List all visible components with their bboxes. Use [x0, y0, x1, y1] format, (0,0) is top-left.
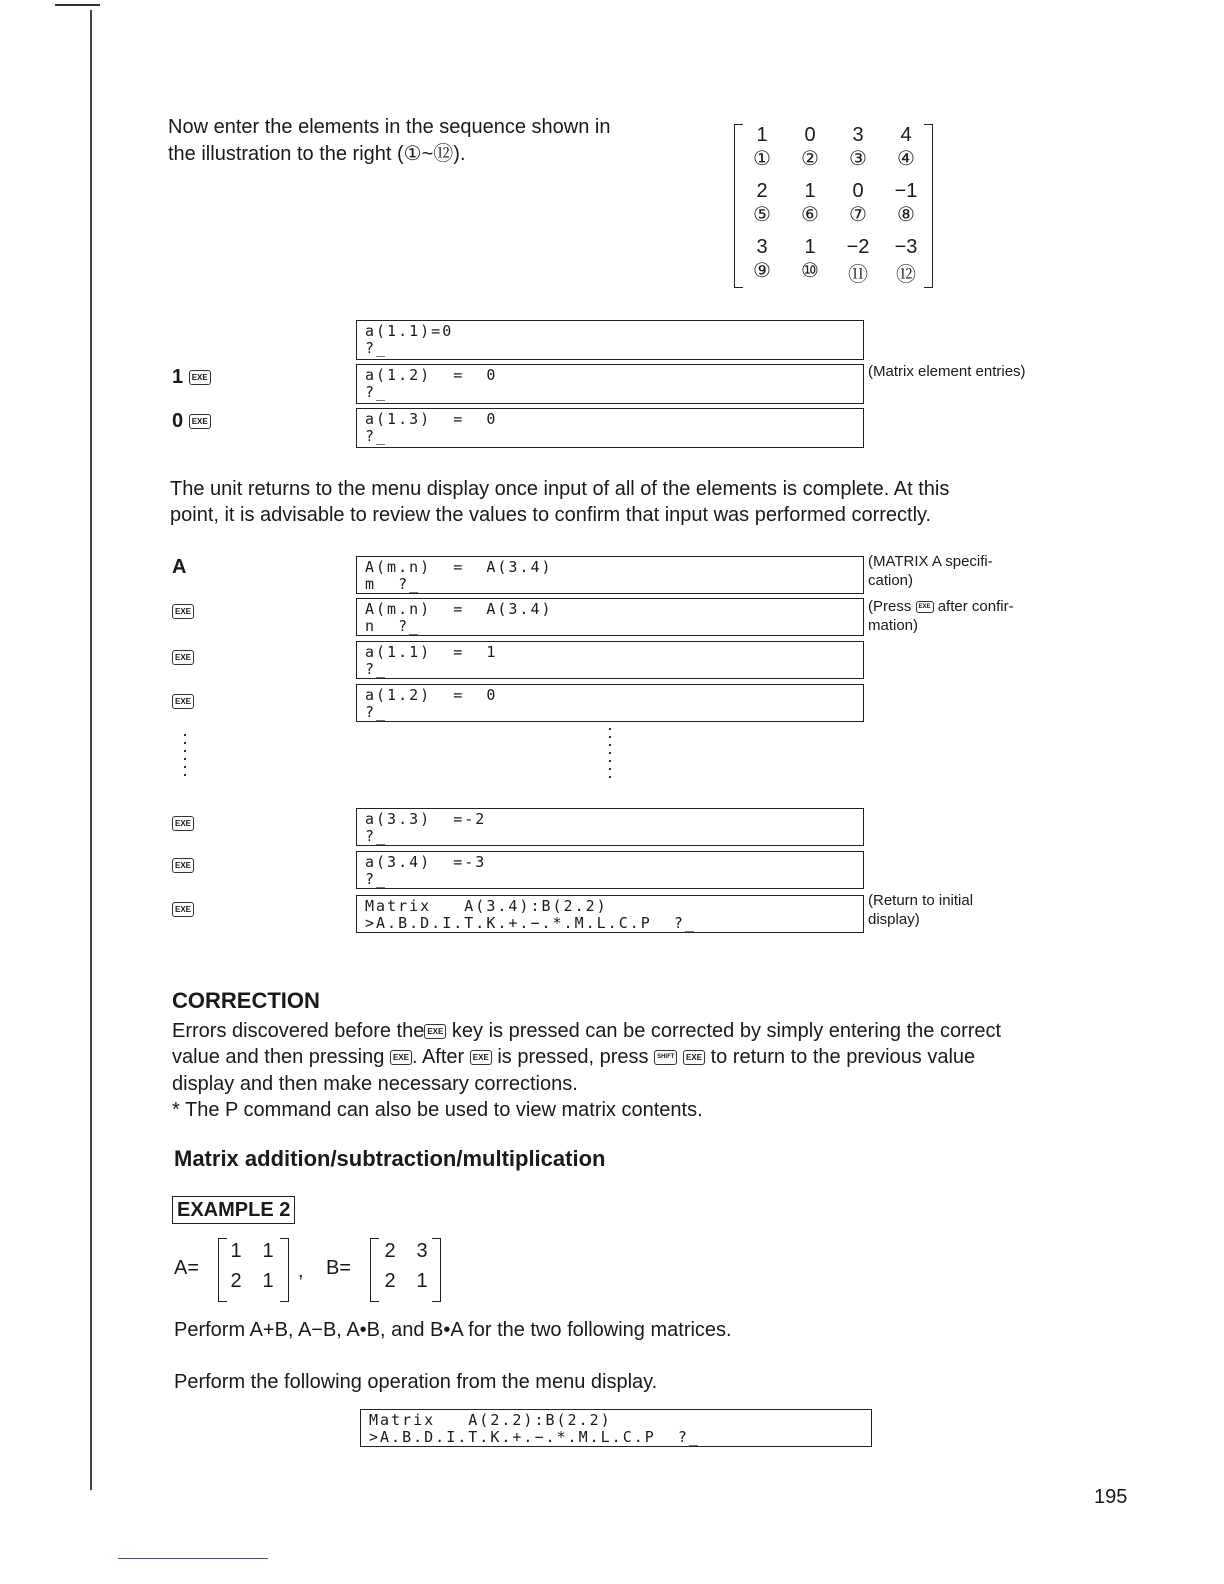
matrix-b-value: 3: [416, 1240, 428, 1262]
key-label: 1: [172, 366, 184, 388]
lcd-display: [356, 598, 864, 636]
matrix-marker: ⑤: [753, 204, 771, 226]
lcd-display: [360, 1409, 872, 1447]
exe-key-icon: EXE: [470, 1050, 492, 1065]
matrix-marker: ⑪: [848, 264, 868, 286]
text: Errors discovered before the: [172, 1020, 425, 1042]
matrix-value: −2: [846, 236, 870, 258]
para-line-2: point, it is advisable to review the values to confirm that input was performed correctly.: [170, 504, 932, 526]
correction-line-1: [172, 1018, 1001, 1044]
lcd-line-2: ?_: [365, 427, 388, 445]
lcd-display: [356, 364, 864, 404]
matrix-marker: ①: [753, 148, 771, 170]
lcd-line-2: ?_: [365, 703, 388, 721]
lcd-display: [356, 408, 864, 448]
exe-key-icon: EXE: [683, 1050, 705, 1065]
note-return-1: (Return to initial: [868, 892, 974, 909]
matrix-value: 2: [756, 180, 768, 202]
lcd-line-2: m ?_: [365, 575, 421, 593]
note-confirmation: mation): [868, 617, 919, 634]
exe-key-icon: EXE: [172, 858, 194, 873]
example-label: EXAMPLE 2: [172, 1196, 295, 1224]
text: . After: [411, 1046, 465, 1068]
page-corner-mark: [55, 4, 100, 6]
exe-key-icon: EXE: [172, 816, 194, 831]
matrix-value: 3: [852, 124, 864, 146]
matrix-value: 1: [804, 180, 816, 202]
lcd-line-2: n ?_: [365, 617, 421, 635]
key-step: [172, 556, 186, 579]
matrix-b-bracket-right: [432, 1238, 441, 1302]
exe-key-icon: EXE: [916, 601, 934, 613]
note-matrix-spec-2: cation): [868, 572, 914, 589]
matrix-marker: ⑩: [801, 260, 819, 282]
matrix-bracket-left: [734, 124, 743, 288]
lcd-display: [356, 320, 864, 360]
matrix-marker: ②: [801, 148, 819, 170]
key-label: 0: [172, 410, 184, 432]
perform-line-1: Perform A+B, A−B, A•B, and B•A for the two following matrices.: [174, 1319, 732, 1341]
note-matrix-entries: (Matrix element entries): [868, 363, 1026, 380]
key-step: [172, 854, 194, 877]
key-step: [172, 600, 194, 623]
footer-line: [118, 1558, 268, 1559]
text: value and then pressing: [172, 1046, 385, 1068]
lcd-line-2: ?_: [365, 339, 388, 357]
key-step: [172, 812, 194, 835]
matrix-marker: ⑨: [753, 260, 771, 282]
exe-key-icon: EXE: [172, 650, 194, 665]
matrix-b-bracket-left: [370, 1238, 379, 1302]
exe-key-icon: EXE: [424, 1024, 446, 1039]
lcd-line-1: a(1.1)=0: [365, 322, 454, 340]
lcd-line-2: ?_: [365, 827, 388, 845]
matrix-marker: ⑫: [896, 264, 916, 286]
matrix-a-value: 1: [230, 1240, 242, 1262]
matrix-value: −1: [894, 180, 918, 202]
lcd-display: [356, 808, 864, 846]
matrix-value: 0: [852, 180, 864, 202]
lcd-display: [356, 895, 864, 933]
matrix-marker: ⑦: [849, 204, 867, 226]
correction-line-2: [172, 1044, 975, 1070]
matrix-b-value: 2: [384, 1270, 396, 1292]
key-step: [172, 646, 194, 669]
lcd-display: [356, 556, 864, 594]
page-number: 195: [1094, 1486, 1128, 1508]
matrix-b-value: 1: [416, 1270, 428, 1292]
exe-key-icon: EXE: [390, 1050, 412, 1065]
text: to return to the previous value: [710, 1046, 976, 1068]
correction-line-4: * The P command can also be used to view matrix contents.: [172, 1099, 703, 1121]
correction-heading: CORRECTION: [172, 988, 320, 1013]
matrix-marker: ④: [897, 148, 915, 170]
matrix-value: −3: [894, 236, 918, 258]
lcd-line-1: Matrix A(3.4):B(2.2): [365, 897, 608, 915]
continuation-dots-display: [608, 728, 612, 784]
lcd-line-1: a(1.2) = 0: [365, 686, 498, 704]
lcd-line-1: A(m.n) = A(3.4): [365, 558, 553, 576]
continuation-dots-keys: [183, 734, 187, 782]
intro-line-2: the illustration to the right (①~⑫).: [168, 143, 466, 165]
key-step: [172, 690, 194, 713]
exe-key-icon: EXE: [189, 370, 211, 385]
key-step: [172, 366, 211, 389]
matrix-marker: ⑥: [801, 204, 819, 226]
key-step: [172, 410, 211, 433]
note-matrix-spec-1: (MATRIX A specifi-: [868, 553, 993, 570]
matrix-a-value: 1: [262, 1270, 274, 1292]
lcd-line-2: ?_: [365, 870, 388, 888]
para-line-1: The unit returns to the menu display once input of all of the elements is complete. At this: [170, 478, 950, 500]
text: key is pressed can be corrected by simply entering the correct: [451, 1020, 1002, 1042]
lcd-display: [356, 684, 864, 722]
matrix-a-value: 1: [262, 1240, 274, 1262]
matrix-separator: ,: [298, 1260, 304, 1282]
intro-line-1: Now enter the elements in the sequence shown in: [168, 116, 611, 138]
matrix-bracket-right: [924, 124, 933, 288]
key-label: A: [172, 556, 187, 578]
exe-key-icon: EXE: [189, 414, 211, 429]
lcd-display: [356, 641, 864, 679]
matrix-marker: ⑧: [897, 204, 915, 226]
matrix-value: 0: [804, 124, 816, 146]
lcd-line-1: a(3.4) =-3: [365, 853, 487, 871]
lcd-line-2: ?_: [365, 660, 388, 678]
exe-key-icon: EXE: [172, 604, 194, 619]
matrix-value: 3: [756, 236, 768, 258]
matrix-marker: ③: [849, 148, 867, 170]
key-step: [172, 898, 194, 921]
shift-key-icon: SHIFT: [654, 1050, 677, 1065]
lcd-line-1: A(m.n) = A(3.4): [365, 600, 553, 618]
matrix-b-label: B=: [326, 1257, 352, 1279]
section-heading: Matrix addition/subtraction/multiplication: [174, 1146, 606, 1171]
matrix-value: 4: [900, 124, 912, 146]
lcd-line-1: a(1.2) = 0: [365, 366, 498, 384]
lcd-line-1: a(3.3) =-2: [365, 810, 487, 828]
matrix-a-value: 2: [230, 1270, 242, 1292]
matrix-value: 1: [756, 124, 768, 146]
correction-line-3: display and then make necessary corrections.: [172, 1073, 578, 1095]
lcd-line-2: >A.B.D.I.T.K.+.−.*.M.L.C.P ?_: [365, 914, 696, 932]
matrix-a-bracket-right: [280, 1238, 289, 1302]
exe-key-icon: EXE: [172, 902, 194, 917]
matrix-b-value: 2: [384, 1240, 396, 1262]
lcd-line-2: ?_: [365, 383, 388, 401]
lcd-line-2: >A.B.D.I.T.K.+.−.*.M.L.C.P ?_: [369, 1428, 700, 1446]
note-return-2: display): [868, 911, 920, 928]
page-binding-edge: [90, 10, 92, 1490]
lcd-line-1: a(1.3) = 0: [365, 410, 498, 428]
text: is pressed, press: [497, 1046, 649, 1068]
perform-line-2: Perform the following operation from the menu display.: [174, 1371, 658, 1393]
note-press-exe: [868, 597, 1014, 616]
lcd-line-1: Matrix A(2.2):B(2.2): [369, 1411, 612, 1429]
exe-key-icon: EXE: [172, 694, 194, 709]
note-text: after confir-: [937, 598, 1014, 615]
lcd-display: [356, 851, 864, 889]
note-text: (Press: [868, 598, 912, 615]
matrix-a-label: A=: [174, 1257, 200, 1279]
matrix-value: 1: [804, 236, 816, 258]
lcd-line-1: a(1.1) = 1: [365, 643, 498, 661]
